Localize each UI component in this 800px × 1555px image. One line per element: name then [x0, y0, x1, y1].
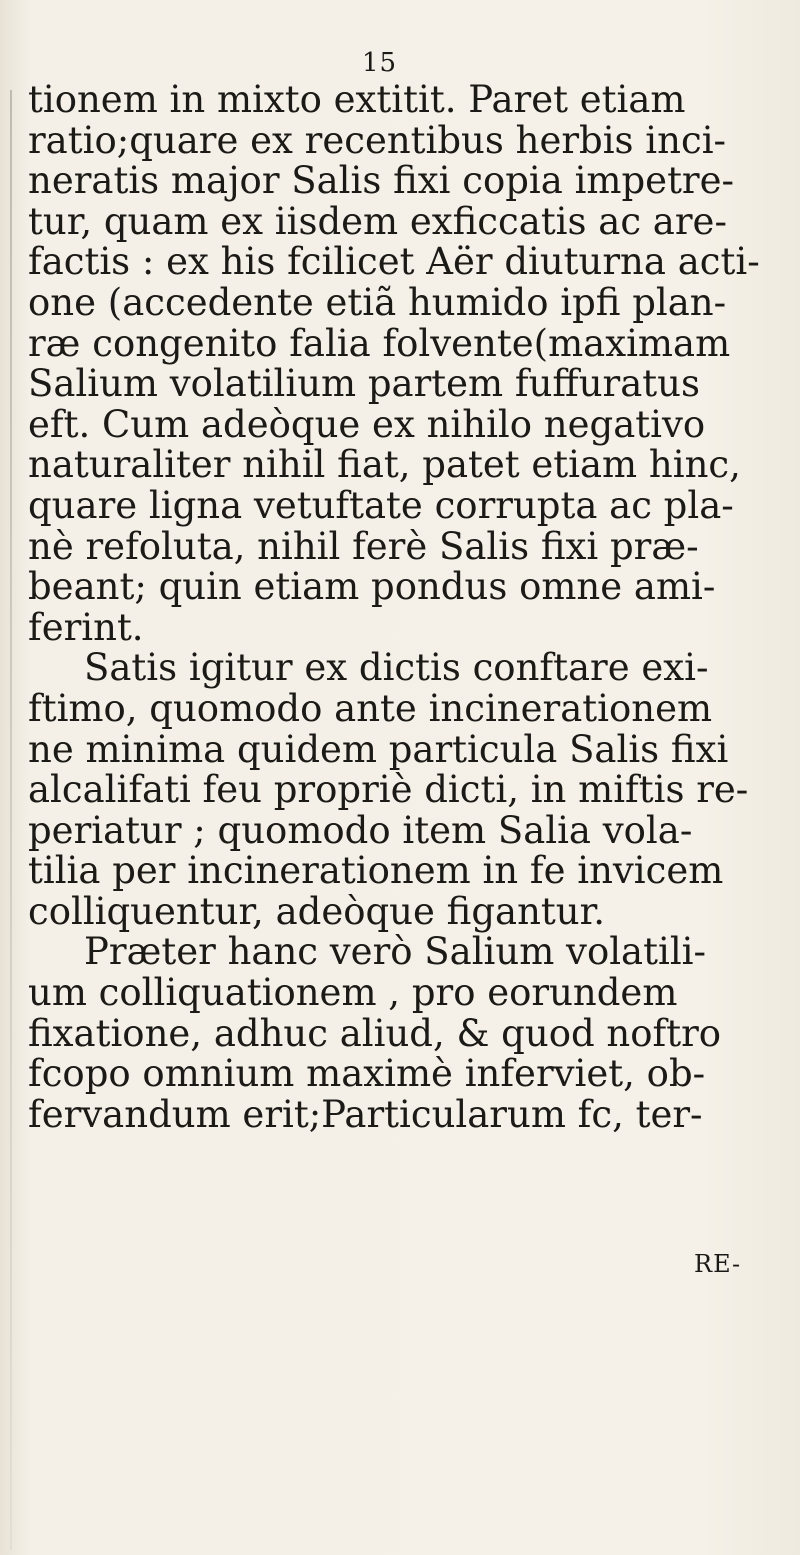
page-number: 15	[362, 48, 398, 78]
text-line: colliquentur, adeòque figantur.	[28, 889, 606, 933]
text-line: neratis major Salis fixi copia impetre-	[28, 159, 735, 203]
text-line: ftimo, quomodo ante incinerationem	[28, 686, 713, 730]
text-line: ferint.	[28, 605, 144, 649]
text-line: um colliquationem , pro eorundem	[28, 971, 678, 1015]
body-text	[28, 80, 788, 1135]
text-line: ne minima quidem particula Salis fixi	[28, 727, 729, 771]
page-gutter-edge	[10, 90, 12, 1550]
text-line: alcalifati feu propriè dicti, in miftis re-	[28, 768, 749, 812]
text-line: Salium volatilium partem fuffuratus	[28, 362, 700, 406]
text-line: one (accedente etiã humido ipfi plan-	[28, 280, 727, 324]
catchword: RE-	[694, 1250, 742, 1278]
paragraph-start-line: Satis igitur ex dictis conftare exi-	[84, 646, 709, 690]
text-line: beant; quin etiam pondus omne ami-	[28, 565, 716, 609]
text-line: nè refoluta, nihil ferè Salis fixi præ-	[28, 524, 699, 568]
text-line: eft. Cum adeòque ex nihilo negativo	[28, 402, 706, 446]
text-line: fixatione, adhuc aliud, & quod noftro	[28, 1011, 722, 1055]
text-line: ratio;quare ex recentibus herbis inci-	[28, 118, 727, 162]
text-line: factis : ex his fcilicet Aër diuturna acti-	[28, 240, 760, 284]
text-line: periatur ; quomodo item Salia vola-	[28, 808, 693, 852]
text-line: fcopo omnium maximè inferviet, ob-	[28, 1052, 706, 1096]
text-line: ræ congenito falia folvente(maximam	[28, 321, 731, 365]
text-line: fervandum erit;Particularum fc, ter-	[28, 1092, 703, 1136]
text-line: quare ligna vetuftate corrupta ac pla-	[28, 483, 734, 527]
text-line: tionem in mixto extitit. Paret etiam	[28, 78, 686, 121]
text-line: tur, quam ex iisdem exficcatis ac are-	[28, 199, 727, 243]
paragraph-start-line: Præter hanc verò Salium volatili-	[84, 930, 706, 974]
text-line: tilia per incinerationem in fe invicem	[28, 849, 724, 893]
text-line: naturaliter nihil fiat, patet etiam hinc,	[28, 443, 741, 487]
